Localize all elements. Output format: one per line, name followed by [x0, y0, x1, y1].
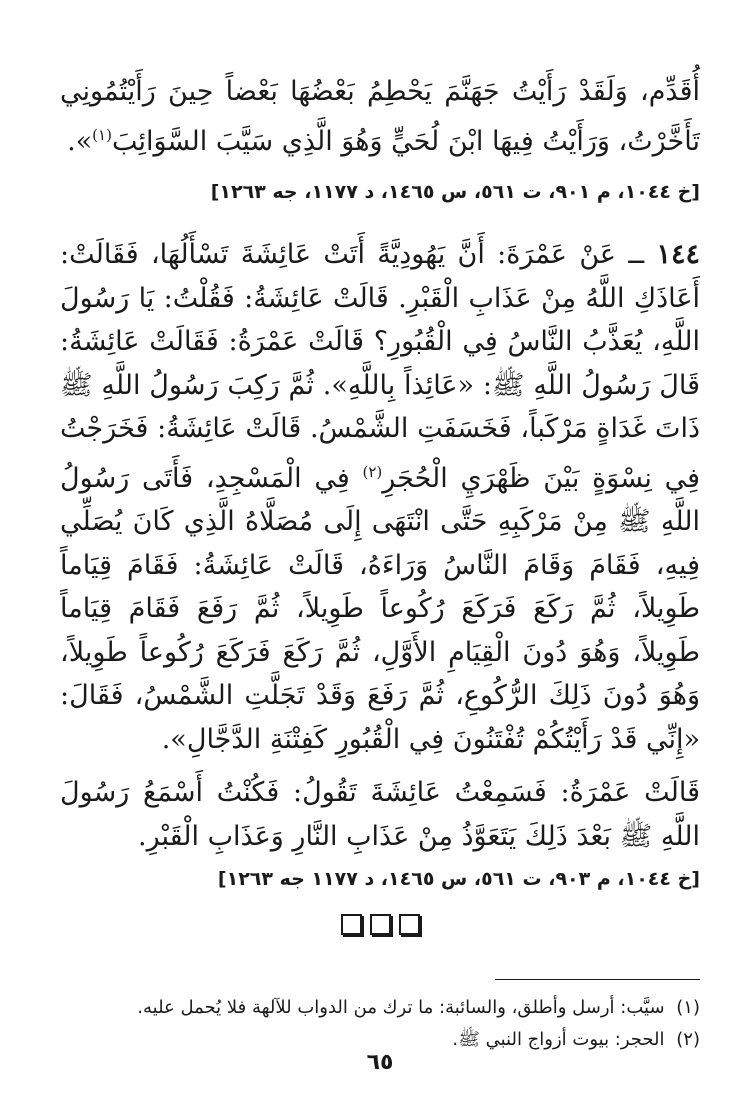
book-page — [60, 60, 700, 1075]
hadith-143-reference: [خ ١٠٤٤، م ٩٠١، ت ٥٦١، س ١٤٦٥، د ١١٧٧، جه ١٢٦٣] — [210, 181, 700, 203]
hadith-144-continuation: قَالَتْ عَمْرَةُ: فَسَمِعْتُ عَائِشَةَ تَقُولُ: فَكُنْتُ أَسْمَعُ رَسُولَ اللَّهِ ﷺ بَعْدَ ذَلِكَ يَتَعَوَّذُ مِنْ عَذَابِ النَّارِ وَعَذَابِ الْقَبْرِ. — [60, 777, 700, 852]
square-ornament-icon — [370, 914, 391, 935]
hadith-143-line-1: أُقَدِّم، وَلَقَدْ رَأَيْتُ جَهَنَّمَ يَحْطِمُ بَعْضُهَا بَعْضاً حِينَ رَأَيْتُمُونِي تَأَخَّرْتُ، — [60, 76, 700, 157]
footnote-1-number: (١) — [676, 997, 700, 1018]
hadith-144-text-a: ــ عَنْ عَمْرَةَ: أَنَّ يَهُودِيَّةً أَتَتْ عَائِشَةَ تَسْأَلُهَا، فَقَالَتْ: أَعَاذَكِ اللَّهُ مِنْ عَذَابِ الْقَبْرِ. قَالَتْ عَائِشَةُ: فَقُلْتُ: يَا رَسُولَ اللَّهِ، يُعَذَّبُ النَّاسُ فِي الْقُبُورِ؟ قَالَتْ عَمْرَةُ: فَقَالَتْ عَائِشَةُ: قَالَ رَسُولُ اللَّهِ ﷺ: «عَائِذاً بِاللَّهِ». ثُمَّ رَكِبَ رَسُولُ اللَّهِ ﷺ ذَاتَ غَدَاةٍ مَرْكَباً، فَخَسَفَتِ الشَّمْسُ. قَالَتْ عَائِشَةُ: فَخَرَجْتُ فِي نِسْوَةٍ بَيْنَ ظَهْرَيِ الْحُجَرِ — [60, 239, 700, 494]
footnote-2-number: (٢) — [676, 1029, 700, 1050]
page-number: ٦٥ — [366, 1050, 394, 1075]
section-separator — [60, 914, 700, 935]
footnote-marker-2[interactable]: (٢) — [362, 462, 383, 481]
hadith-144-reference: [خ ١٠٤٤، م ٩٠٣، ت ٥٦١، س ١٤٦٥، د ١١٧٧ جه ١٢٦٣] — [217, 868, 700, 890]
footnote-1-text: سيَّب: أرسل وأطلق، والسائبة: ما ترك من الدواب للآلهة فلا يُحمل عليه. — [137, 997, 665, 1018]
hadith-143-line-2: وَرَأَيْتُ فِيهَا ابْنَ لُحَيٍّ وَهُوَ الَّذِي سَيَّبَ السَّوَائِبَ — [111, 125, 610, 157]
square-ornament-icon — [341, 914, 362, 935]
footnote-1 — [60, 992, 700, 1024]
footnote-2-text: الحجر: بيوت أزواج النبي ﷺ. — [452, 1029, 665, 1050]
hadith-144 — [60, 233, 700, 761]
hadith-143-line-2-end: ». — [67, 125, 93, 157]
hadith-143-ending — [60, 70, 700, 163]
footnote-marker-1[interactable]: (١) — [92, 125, 112, 144]
square-ornament-icon — [399, 914, 420, 935]
footnote-divider — [495, 979, 700, 980]
hadith-144-number: ١٤٤ — [656, 239, 700, 270]
footnotes — [60, 992, 700, 1056]
hadith-144-text-b: فِي الْمَسْجِدِ، فَأَتَى رَسُولُ اللَّهِ ﷺ مِنْ مَرْكَبِهِ حَتَّى انْتَهَى إِلَى مُصَلَّاهُ الَّذِي كَانَ يُصَلِّي فِيهِ، فَقَامَ وَقَامَ النَّاسُ وَرَاءَهُ، قَالَتْ عَائِشَةُ: فَقَامَ قِيَاماً طَوِيلاً، ثُمَّ رَكَعَ فَرَكَعَ رُكُوعاً طَوِيلاً، ثُمَّ رَفَعَ فَقَامَ قِيَاماً طَوِيلاً، وَهُوَ دُونَ الْقِيَامِ الأَوَّلِ، ثُمَّ رَكَعَ فَرَكَعَ رُكُوعاً طَوِيلاً، وَهُوَ دُونَ ذَلِكَ الرُّكُوعِ، ثُمَّ رَفَعَ وَقَدْ تَجَلَّتِ الشَّمْسُ، فَقَالَ: «إِنِّي قَدْ رَأَيْتُكُمْ تُفْتَنُونَ فِي الْقُبُورِ كَفِتْنَةِ الدَّجَّالِ». — [60, 462, 700, 755]
